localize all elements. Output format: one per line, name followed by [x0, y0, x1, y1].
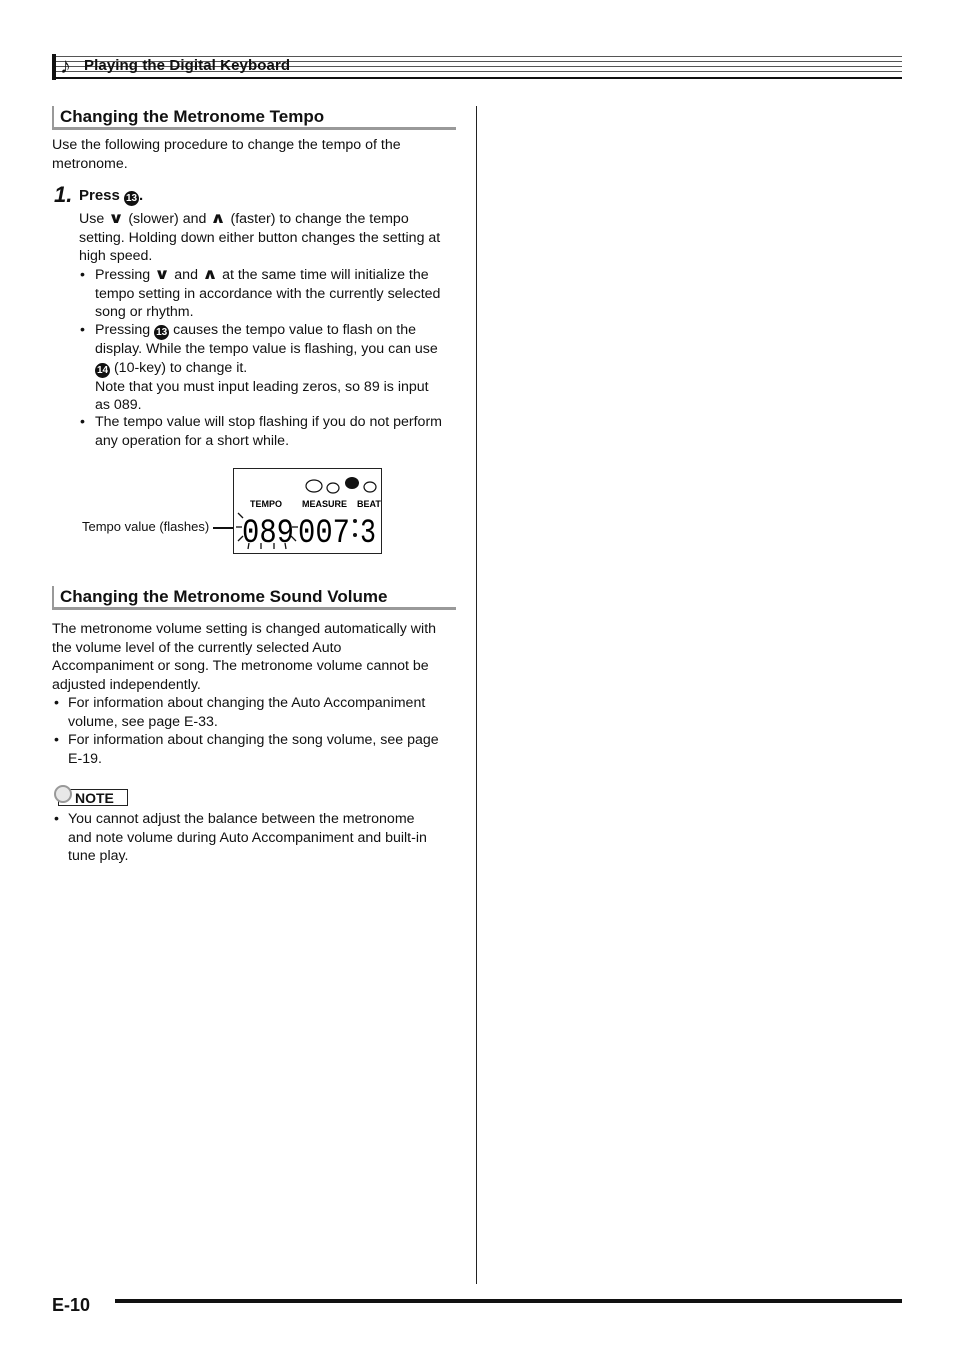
bullet-text: causes the tempo value to flash on the [173, 322, 417, 338]
bullet-line: E-19. [68, 750, 102, 767]
caption-leader-line [213, 527, 233, 529]
column-divider [476, 106, 477, 1284]
bullet-line: For information about changing the song volume, see page [68, 732, 439, 748]
lcd-display-svg [234, 469, 381, 553]
figure-caption: Tempo value (flashes) [82, 519, 210, 534]
lcd-label-tempo: TEMPO [250, 499, 283, 509]
note-badge [54, 785, 128, 807]
music-note-icon: ♪ [60, 53, 71, 78]
bullet-1 [80, 266, 460, 326]
bullet-body [68, 731, 458, 768]
page-number: E-10 [52, 1295, 91, 1315]
bullet-line: any operation for a short while. [95, 432, 290, 449]
bullet-line [95, 359, 465, 378]
bullet-2 [80, 321, 460, 416]
header-bar [52, 54, 56, 80]
bullet-line: song or rhythm. [95, 304, 194, 320]
button-13-icon: 13 [125, 193, 138, 204]
intro-line-1: Use the following procedure to change the tempo of the [52, 137, 401, 153]
section-title-volume: Changing the Metronome Sound Volume [52, 586, 456, 610]
footer-rule [115, 1299, 902, 1303]
desc-text: (faster) to change the tempo [230, 211, 409, 227]
desc-text: (slower) and [128, 211, 207, 227]
note-bullet-1 [54, 810, 459, 870]
bullet-dot: • [54, 732, 59, 748]
desc-text: Use [79, 211, 105, 227]
beat-dot-icon [306, 480, 322, 492]
step-label-text: Press [79, 187, 120, 204]
lcd-label-measure: MEASURE [302, 499, 348, 509]
bullet-dot: • [54, 811, 59, 827]
bullet-line: Note that you must input leading zeros, so 89 is input [95, 378, 429, 395]
bullet-line: The tempo value will stop flashing if you do not perform [95, 414, 442, 430]
note-label: NOTE [58, 789, 128, 806]
beat-dot-icon [327, 483, 339, 493]
bullet-dot: • [80, 322, 85, 338]
chevron-down-icon: ∨ [154, 266, 171, 283]
chevron-up-icon: ∧ [210, 210, 227, 227]
bullet-body [95, 266, 465, 322]
volume-bullet-2 [54, 731, 459, 771]
bullet-line: You cannot adjust the balance between the metronome [68, 811, 415, 827]
page-header [52, 54, 902, 80]
bullet-line: volume, see page E-33. [68, 713, 218, 730]
bullet-body [95, 321, 465, 415]
bullet-dot: • [80, 414, 85, 430]
lcd-display-figure [233, 468, 382, 554]
bullet-body [68, 694, 458, 731]
bullet-text: (10-key) to change it. [113, 359, 248, 376]
step-suffix: . [139, 187, 144, 204]
chevron-up-icon: ∧ [202, 266, 218, 283]
bullet-text: Pressing [95, 267, 151, 283]
bullet-3 [80, 413, 460, 453]
bullet-line [95, 321, 465, 340]
beat-dot-icon [364, 482, 376, 492]
intro-line-2: metronome. [52, 156, 128, 172]
chevron-down-icon: ∨ [108, 210, 125, 227]
volume-body-line-1: The metronome volume setting is changed automatically with [52, 621, 437, 637]
desc-line-2: setting. Holding down either button changes the setting at [79, 230, 441, 246]
lcd-colon-dot [353, 519, 357, 523]
beat-dot-active-icon [345, 477, 359, 489]
bullet-line: tempo setting in accordance with the currently selected [95, 285, 441, 302]
bullet-body [95, 413, 465, 450]
bullet-text: at the same time will initialize the [222, 267, 429, 283]
volume-body-line-2: the volume level of the currently selected Auto [52, 640, 342, 656]
bullet-line [95, 266, 465, 285]
bullet-text: Pressing [95, 322, 151, 338]
bullet-line: display. While the tempo value is flashing, you can use [95, 341, 438, 357]
desc-line-3: high speed. [79, 248, 153, 264]
lcd-beat-digit: 3 [360, 515, 376, 553]
step-number: 1. [54, 182, 73, 207]
bullet-line: as 089. [95, 397, 142, 413]
bullet-line: tune play. [68, 848, 129, 864]
lcd-label-beat: BEAT [357, 499, 381, 509]
bullet-line: and note volume during Auto Accompaniment and built-in [68, 829, 427, 846]
bullet-dot: • [54, 695, 59, 711]
lcd-colon-dot [353, 533, 357, 537]
bullet-dot: • [80, 267, 85, 283]
button-14-icon: 14 [96, 364, 109, 376]
bullet-body [68, 810, 458, 866]
volume-bullet-1 [54, 694, 459, 734]
button-13-icon: 13 [156, 327, 168, 338]
header-title: Playing the Digital Keyboard [84, 57, 291, 74]
step-label [79, 187, 143, 206]
bullet-text: and [174, 267, 198, 283]
desc-line-1 [79, 210, 409, 229]
section-title-tempo: Changing the Metronome Tempo [52, 106, 456, 130]
volume-body-line-3: Accompaniment or song. The metronome volume cannot be [52, 658, 429, 674]
lcd-measure-digits: 007 [298, 515, 350, 553]
magnifier-icon [54, 785, 72, 803]
lcd-tempo-digits: 089 [242, 515, 294, 553]
volume-body-line-4: adjusted independently. [52, 677, 201, 693]
bullet-line: For information about changing the Auto Accompaniment [68, 695, 426, 711]
